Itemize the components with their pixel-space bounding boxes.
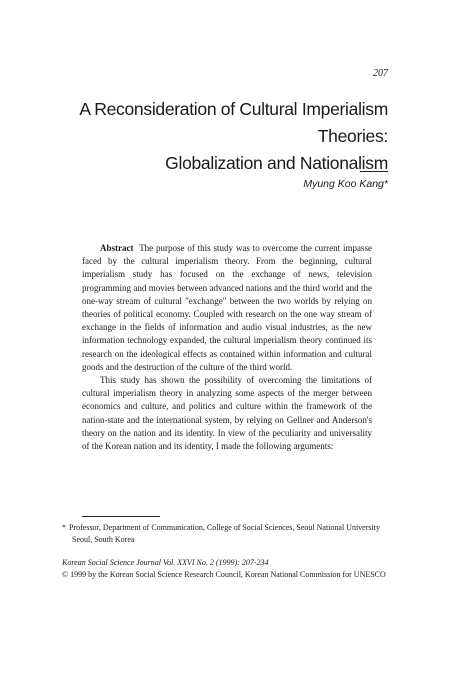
article-title [58,96,388,177]
footnote-line-1: Professor, Department of Communication, College of Social Sciences, Seoul National University [69,523,380,532]
footnote-line-2: Seoul, South Korea [72,534,135,544]
abstract-paragraph-2: This study has shown the possibility of overcoming the limitations of cultural imperialism theory in analyzing some aspects of the merger between economics and culture, and politics and culture within the framework of the nation-state and the international system, by relying on Gellner and Anderson's theory on the nation and its identity. In view of the peculiarity and universality of the Korean nation and its identity, I made the following arguments: [82,375,372,452]
copyright-notice: © 1999 by the Korean Social Science Research Council, Korean National Commission for UNESCO [62,569,386,579]
page-number: 207 [373,68,388,79]
author-name: Myung Koo Kang* [303,178,388,190]
title-line-1: A Reconsideration of Cultural Imperialism Theories: [79,99,388,146]
abstract-label: Abstract [100,243,134,253]
author-footnote [62,522,392,545]
journal-info [62,557,392,580]
abstract-text-1: The purpose of this study was to overcome the current impasse faced by the cultural imperialism theory. From the beginning, cultural imperialism study has focused on the exchange of news, television programming and movies between advanced nations and the third world and the one-way stream of cultural "exchange" between the two worlds by relying on theories of political economy. Coupled with research on the one way stream of exchange in the fields of information and audio visual industries, as the new information technology expanded, the cultural imperialism theory continued its research on the ideological effects as contained within information and cultural goods and the destruction of the culture of the third world. [82,243,372,372]
footnote-mark: * [62,523,66,532]
footnote-rule [82,516,160,517]
title-line-2: Globalization and Nationalism [165,153,388,173]
abstract [82,242,372,453]
journal-reference: Korean Social Science Journal Vol. XXVI No. 2 (1999): 207-234 [62,558,269,567]
author-rule [360,171,388,172]
abstract-paragraph-1 [82,242,372,374]
